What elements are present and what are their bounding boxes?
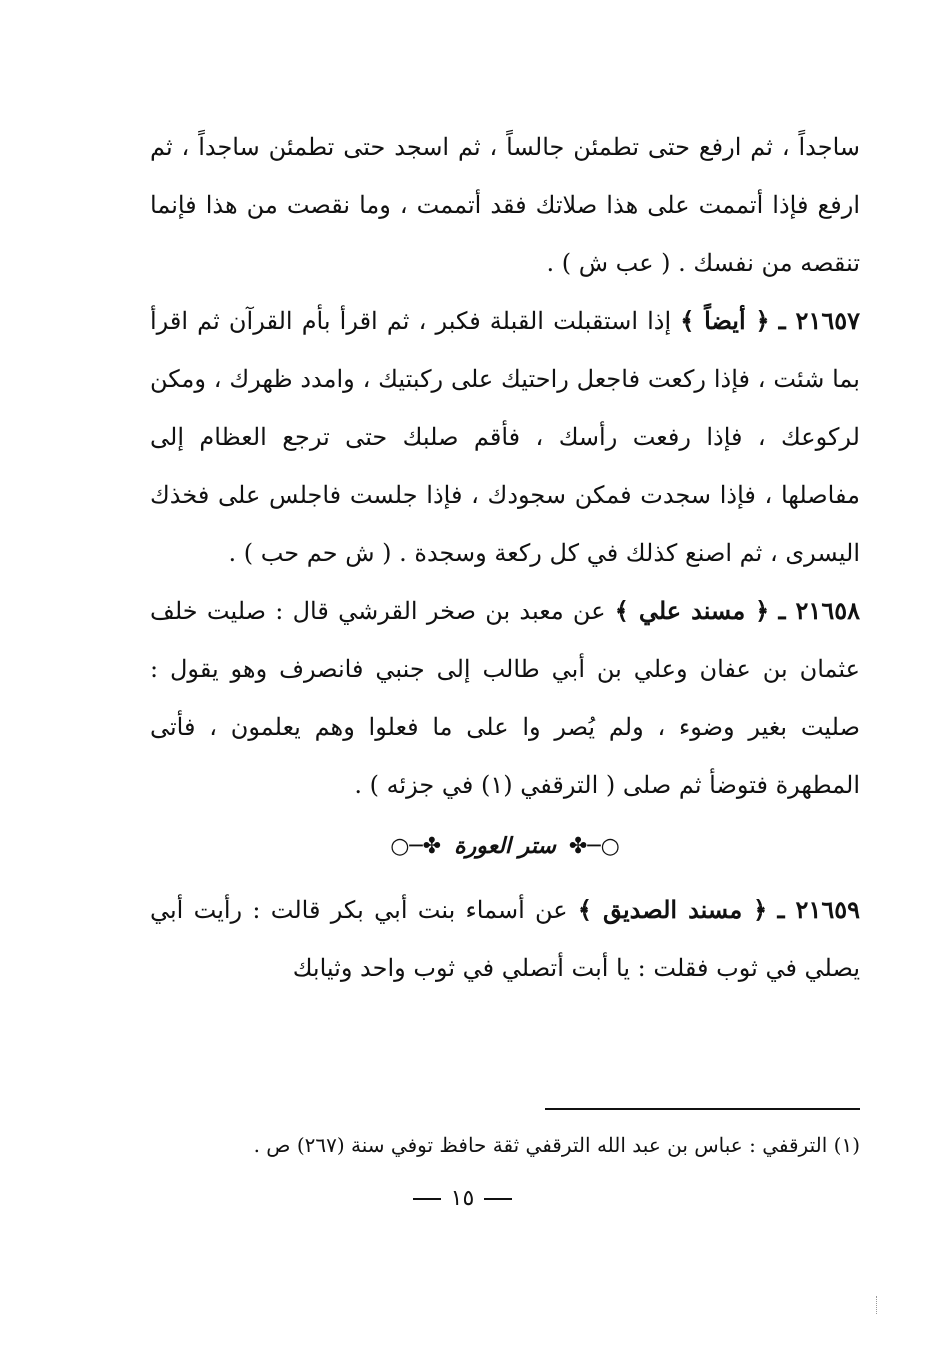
page-number-container [0, 1186, 925, 1211]
paragraph-continuation [150, 118, 860, 292]
section-heading-text: ستر العورة [454, 833, 556, 859]
hadith-source: ﴿ مسند الصديق ﴾ [577, 895, 768, 924]
page-body [150, 118, 860, 997]
page-number: ١٥ [450, 1186, 475, 1211]
paragraph-text: ساجداً ، ثم ارفع حتى تطمئن جالساً ، ثم اسجد حتى تطمئن ساجداً ، ثم ارفع فإذا أتممت على هذا صلاتك فقد أتممت ، وما نقصت من هذا فإنما تنقصه من نفسك . ( عب ش ) . [150, 133, 860, 277]
ornament-right-icon: ○─✤ [568, 834, 620, 859]
hadith-number: ٢١٦٥٩ ـ [777, 895, 860, 924]
dash-icon [484, 1198, 512, 1200]
hadith-21658 [150, 582, 860, 814]
hadith-text: إذا استقبلت القبلة فكبر ، ثم اقرأ بأم القرآن ثم اقرأ بما شئت ، فإذا ركعت فاجعل راحتيك على ركبتيك ، وامدد ظهرك ، ومكن لركوعك ، فإذا رفعت رأسك ، فأقم صلبك حتى ترجع العظام إلى مفاصلها ، فإذا سجدت فمكن سجودك ، فإذا جلست فاجلس على فخذك اليسرى ، ثم اصنع كذلك في كل ركعة وسجدة . ( ش حم حب ) . [150, 307, 860, 567]
footnote-divider [545, 1108, 860, 1110]
hadith-text: عن معبد بن صخر القرشي قال : صليت خلف عثمان بن عفان وعلي بن أبي طالب إلى جنبي فانصرف وهو يقول : صليت بغير وضوء ، ولم يُصر وا على ما فعلوا وهم يعلمون ، فأتى المطهرة فتوضأ ثم صلى ( الترقفي (١) في جزئه ) . [150, 597, 860, 799]
hadith-number: ٢١٦٥٧ ـ [778, 306, 860, 335]
hadith-21657 [150, 292, 860, 582]
hadith-number: ٢١٦٥٨ ـ [778, 596, 860, 625]
dash-icon [413, 1198, 441, 1200]
hadith-source: ﴿ أيضاً ﴾ [680, 306, 770, 335]
footnote: (١) الترقفي : عباس بن عبد الله الترقفي ثقة حافظ توفي سنة (٢٦٧) ص . [253, 1133, 860, 1157]
hadith-source: ﴿ مسند علي ﴾ [614, 596, 770, 625]
hadith-21659 [150, 881, 860, 997]
scan-artifact [876, 1296, 879, 1314]
section-heading [150, 818, 860, 875]
hadith-text: عن أسماء بنت أبي بكر قالت : رأيت أبي يصلي في ثوب فقلت : يا أبت أتصلي في ثوب واحد وثيابك [150, 896, 860, 982]
ornament-left-icon: ✤─○ [390, 834, 442, 859]
